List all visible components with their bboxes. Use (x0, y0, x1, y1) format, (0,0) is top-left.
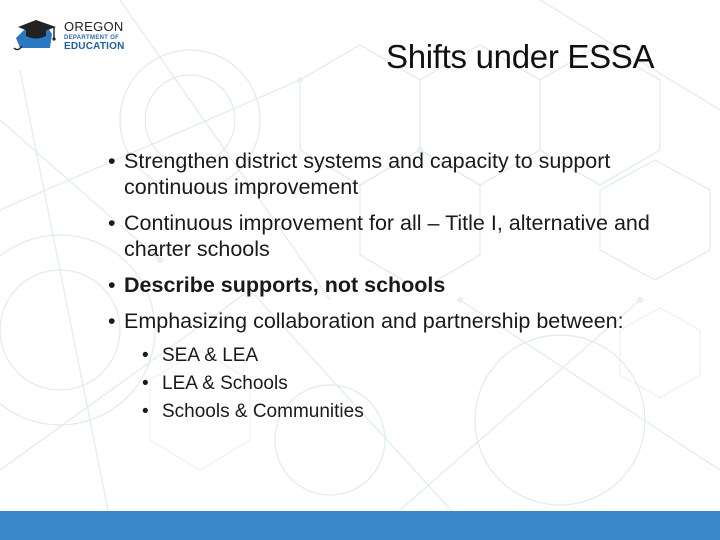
bullet-icon: • (108, 149, 116, 173)
logo-department-text: DEPARTMENT OF (64, 35, 120, 41)
bullet-item (108, 148, 718, 200)
logo-oregon-text: OREGON (64, 19, 124, 34)
sub-bullet-text: LEA & Schools (162, 373, 288, 394)
logo-education-text: EDUCATION (64, 41, 125, 52)
footer-bar (0, 511, 720, 540)
bullet-text: Continuous improvement for all – Title I, alternative and charter schools (124, 211, 650, 261)
logo-wordmark (64, 20, 125, 52)
sub-bullet-icon: • (142, 345, 149, 366)
oregon-education-logo[interactable] (12, 18, 130, 54)
bullet-item (108, 210, 718, 262)
sub-bullet-text: SEA & LEA (162, 345, 259, 366)
graduation-cap-state-icon (12, 18, 58, 52)
sub-bullet-item (142, 398, 718, 426)
bullet-text: Describe supports, not schools (124, 273, 446, 297)
sub-bullet-list (124, 342, 718, 426)
sub-bullet-text: Schools & Communities (162, 401, 364, 422)
sub-bullet-item (142, 342, 718, 370)
slide-title: Shifts under ESSA (386, 38, 655, 75)
slide-body (108, 148, 718, 436)
bullet-item-bold (108, 272, 718, 298)
sub-bullet-icon: • (142, 373, 149, 394)
bullet-icon: • (108, 309, 116, 333)
sub-bullet-icon: • (142, 401, 149, 422)
sub-bullet-item (142, 370, 718, 398)
bullet-icon: • (108, 273, 116, 297)
bullet-text: Strengthen district systems and capacity to support continuous improvement (124, 149, 611, 199)
bullet-text: Emphasizing collaboration and partnership between: (124, 309, 624, 333)
bullet-icon: • (108, 211, 116, 235)
bullet-item (108, 308, 718, 426)
bullet-list (108, 148, 718, 426)
